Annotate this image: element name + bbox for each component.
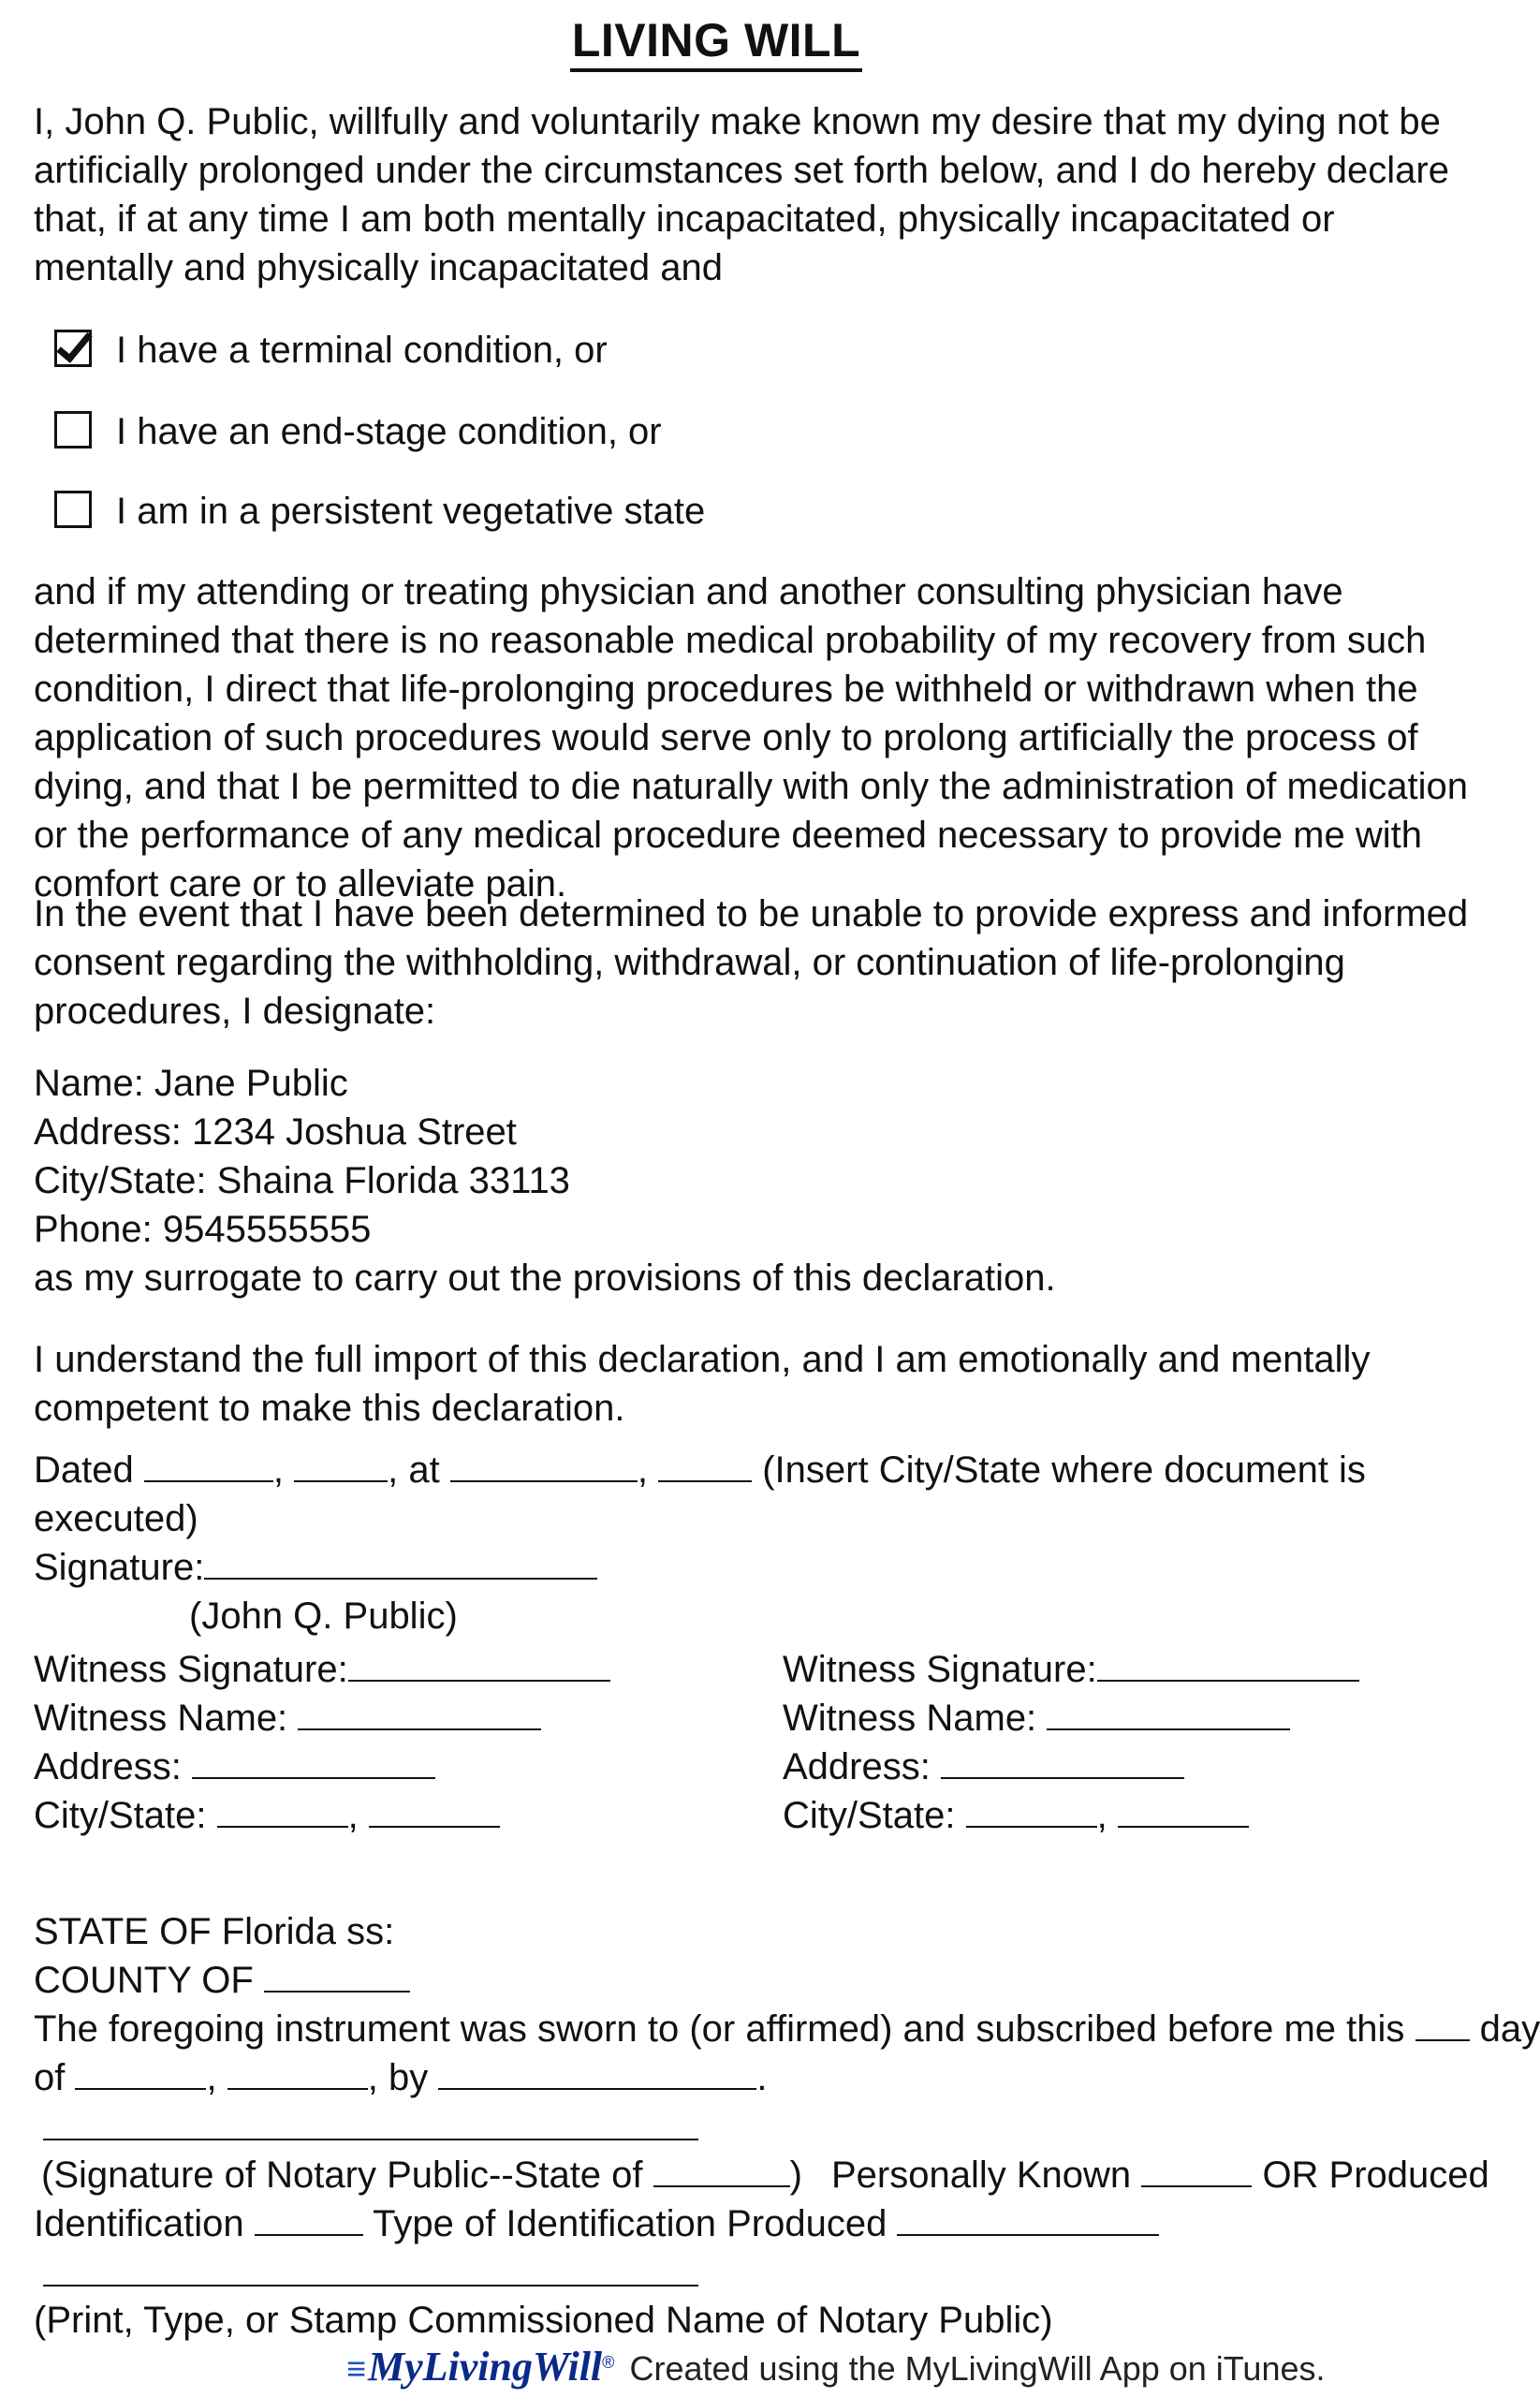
notary-signature-rule xyxy=(43,2139,698,2140)
notary-state: STATE OF Florida ss: xyxy=(34,1911,395,1952)
witness-2-signature: Witness Signature: xyxy=(783,1645,1359,1694)
intro-paragraph: I, John Q. Public, willfully and voluntarily make known my desire that my dying not be artificially prolonged under the circumstances set forth below, and I do hereby declare that, if at any time I am both mentally incapacitated, physically incapacitated or mentally and physically incapacitated and xyxy=(34,101,1449,288)
month-blank[interactable] xyxy=(75,2056,206,2090)
notary-of-line: of , , by . xyxy=(34,2057,768,2098)
witness-2-name-blank[interactable] xyxy=(1047,1697,1290,1730)
condition-label: I am in a persistent vegetative state xyxy=(116,491,706,532)
signer-name: (John Q. Public) xyxy=(189,1596,458,1637)
witness-1-city-state: City/State: , xyxy=(34,1791,500,1840)
notary-county: COUNTY OF xyxy=(34,1956,410,2005)
condition-end-stage[interactable] xyxy=(54,407,662,456)
document-title: LIVING WILL xyxy=(0,13,1432,67)
condition-label: I have a terminal condition, or xyxy=(116,330,608,371)
directive-paragraph: and if my attending or treating physician and another consulting physician have determined that there is no reasonable medical probability of my recovery from such condition, I direct that life-prolonging procedures be withheld or withdrawn when the application of such procedures would serve only to prolong artificially the process of dying, and that I be permitted to die naturally with only the administration of medication or the performance of any medical procedure deemed necessary to provide me with comfort care or to alleviate pain. xyxy=(34,571,1468,904)
notary-name-rule xyxy=(43,2285,698,2287)
witness-1-address-blank[interactable] xyxy=(192,1745,435,1779)
notary-print-name: (Print, Type, or Stamp Commissioned Name of Notary Public) xyxy=(34,2300,1053,2341)
notary-state-blank[interactable] xyxy=(653,2154,790,2187)
witness-2-city-state: City/State: , xyxy=(783,1791,1249,1840)
witness-2-city-blank[interactable] xyxy=(966,1794,1097,1828)
designation-paragraph: In the event that I have been determined to be unable to provide express and informed consent regarding the withholding, withdrawal, or continuation of life-prolonging procedures, I designate: xyxy=(34,893,1469,1032)
surrogate-phone: Phone: 9545555555 xyxy=(34,1209,372,1250)
identification-blank[interactable] xyxy=(255,2202,363,2236)
notary-signature-label: (Signature of Notary Public--State of ) xyxy=(41,2154,802,2196)
surrogate-city-state: City/State: Shaina Florida 33113 xyxy=(34,1160,570,1201)
date-blank[interactable] xyxy=(144,1448,273,1482)
signature-line: Signature: xyxy=(34,1543,597,1592)
footer-text: Created using the MyLivingWill App on iTunes. xyxy=(629,2349,1326,2388)
understanding-paragraph: I understand the full import of this declaration, and I am emotionally and mentally competent to make this declaration. xyxy=(34,1339,1371,1429)
known-blank[interactable] xyxy=(1141,2154,1252,2187)
witness-2-address-blank[interactable] xyxy=(941,1745,1184,1779)
witness-1-state-blank[interactable] xyxy=(369,1794,500,1828)
signature-blank[interactable] xyxy=(204,1546,597,1580)
witness-1-signature: Witness Signature: xyxy=(34,1645,610,1694)
year-blank[interactable] xyxy=(294,1448,388,1482)
surrogate-name: Name: Jane Public xyxy=(34,1063,348,1104)
county-blank[interactable] xyxy=(264,1959,410,1993)
checkbox-unchecked-icon[interactable] xyxy=(54,491,92,528)
witness-2-state-blank[interactable] xyxy=(1118,1794,1249,1828)
footer-branding xyxy=(346,2343,1326,2390)
witness-1-signature-blank[interactable] xyxy=(348,1648,610,1682)
condition-vegetative[interactable] xyxy=(54,487,705,536)
by-blank[interactable] xyxy=(438,2056,756,2090)
brand-name: MyLivingWill xyxy=(368,2344,603,2390)
dated-executed: executed) xyxy=(34,1498,198,1539)
notary-personally-known: Personally Known OR Produced xyxy=(831,2154,1489,2196)
checkbox-checked-icon[interactable] xyxy=(54,330,92,367)
state-blank[interactable] xyxy=(658,1448,752,1482)
witness-1-address: Address: xyxy=(34,1743,435,1791)
surrogate-address: Address: 1234 Joshua Street xyxy=(34,1111,517,1153)
notary-identification: Identification Type of Identification Produced xyxy=(34,2199,1159,2248)
dated-line: Dated , , at , (Insert City/State where document is xyxy=(34,1449,1366,1491)
condition-terminal[interactable] xyxy=(54,326,608,375)
witness-1-name-blank[interactable] xyxy=(298,1697,541,1730)
surrogate-closing: as my surrogate to carry out the provisions of this declaration. xyxy=(34,1257,1056,1299)
year-blank[interactable] xyxy=(227,2056,368,2090)
checkbox-unchecked-icon[interactable] xyxy=(54,411,92,449)
mylivingwill-logo-icon: ≡ xyxy=(346,2349,367,2388)
city-blank[interactable] xyxy=(450,1448,638,1482)
condition-label: I have an end-stage condition, or xyxy=(116,411,662,452)
witness-2-signature-blank[interactable] xyxy=(1097,1648,1359,1682)
witness-2-name: Witness Name: xyxy=(783,1694,1290,1743)
witness-1-name: Witness Name: xyxy=(34,1694,541,1743)
witness-1-city-blank[interactable] xyxy=(217,1794,348,1828)
witness-2-address: Address: xyxy=(783,1743,1184,1791)
day-blank[interactable] xyxy=(1415,2007,1470,2041)
id-type-blank[interactable] xyxy=(897,2202,1159,2236)
trademark: ® xyxy=(602,2353,615,2372)
notary-sworn: The foregoing instrument was sworn to (or affirmed) and subscribed before me this day xyxy=(34,2008,1540,2050)
